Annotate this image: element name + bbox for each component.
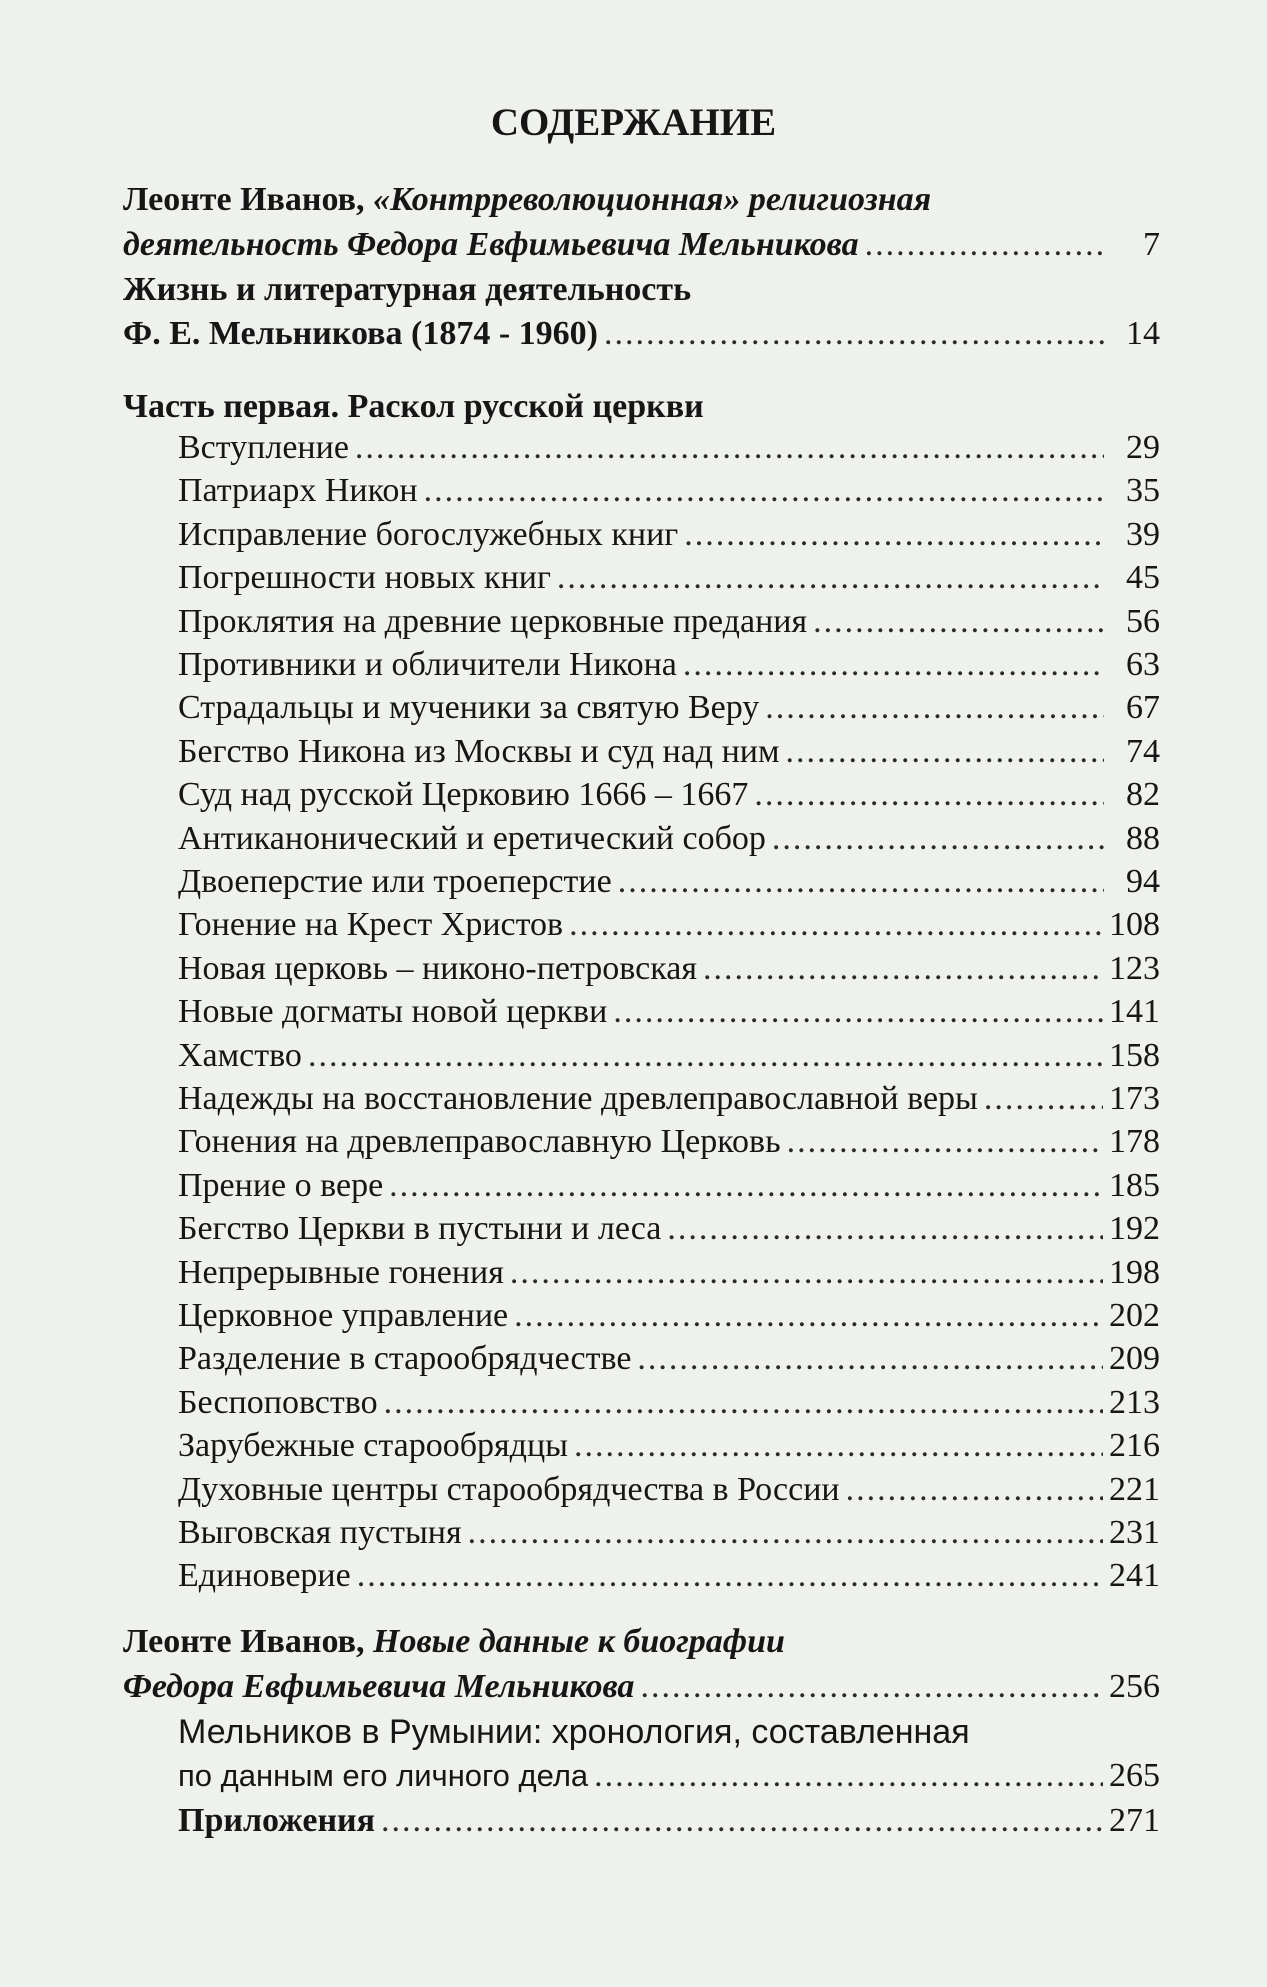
page-number: 221 — [1109, 1471, 1160, 1508]
page-number: 213 — [1109, 1384, 1160, 1421]
toc-entry[interactable] — [178, 905, 1160, 945]
page-number: 45 — [1126, 559, 1160, 596]
dot-leader — [510, 1253, 1103, 1293]
dot-leader — [594, 1756, 1103, 1796]
dot-leader — [846, 1470, 1103, 1510]
toc-entry[interactable] — [178, 862, 1160, 902]
page-title: СОДЕРЖАНИЕ — [490, 101, 777, 144]
toc-entry[interactable] — [178, 1209, 1160, 1249]
toc-entry-appendix[interactable] — [178, 1801, 1160, 1841]
toc-entry[interactable] — [178, 732, 1160, 772]
page-number: 123 — [1109, 950, 1160, 987]
dot-leader — [604, 314, 1104, 354]
page-number: 265 — [1109, 1757, 1160, 1794]
toc-entry[interactable] — [178, 1253, 1160, 1293]
toc-entry-label: Гонение на Крест Христов — [178, 906, 564, 943]
toc-entry-label: Бегство Никона из Москвы и суд над ним — [178, 733, 780, 770]
toc-entry-label: Церковное управление — [178, 1297, 509, 1334]
dot-leader — [613, 992, 1103, 1032]
toc-entry-chronology[interactable] — [178, 1756, 1160, 1796]
page-number: 271 — [1109, 1802, 1160, 1839]
page-number: 198 — [1109, 1254, 1160, 1291]
page-number: 88 — [1126, 820, 1160, 857]
page-number: 216 — [1109, 1427, 1160, 1464]
toc-entry-label: Страдальцы и мученики за святую Веру — [178, 689, 760, 726]
dot-leader — [984, 1079, 1103, 1119]
page-number: 63 — [1126, 646, 1160, 683]
toc-entry-label: Непрерывные гонения — [178, 1254, 504, 1291]
toc-entry-label: Прение о вере — [178, 1167, 384, 1204]
toc-entry[interactable] — [178, 558, 1160, 598]
page-number: 241 — [1109, 1557, 1160, 1594]
page-number: 67 — [1126, 689, 1160, 726]
page-number: 14 — [1126, 315, 1160, 352]
toc-entry[interactable] — [178, 775, 1160, 815]
page-number: 94 — [1126, 863, 1160, 900]
toc-entry-intro[interactable] — [123, 225, 1160, 265]
toc-entry-label: Патриарх Никон — [178, 472, 418, 509]
intro-line-1 — [123, 180, 931, 220]
toc-entry[interactable] — [178, 428, 1160, 468]
toc-entry-label: Выговская пустыня — [178, 1514, 462, 1551]
life-line-2: Ф. Е. Мельникова (1874 - 1960) — [123, 315, 598, 352]
dot-leader — [384, 1383, 1103, 1423]
page-number: 108 — [1109, 906, 1160, 943]
toc-entry[interactable] — [178, 1426, 1160, 1466]
page-number: 56 — [1126, 603, 1160, 640]
page-number: 74 — [1126, 733, 1160, 770]
bio-author: Леонте Иванов, — [123, 1623, 365, 1660]
dot-leader — [786, 732, 1104, 772]
dot-leader — [813, 602, 1104, 642]
toc-entry[interactable] — [178, 1339, 1160, 1379]
life-line-1: Жизнь и литературная деятельность — [123, 271, 692, 308]
toc-entry-label: Надежды на восстановление древлеправославной веры — [178, 1080, 978, 1117]
dot-leader — [640, 1667, 1103, 1707]
dot-leader — [424, 471, 1104, 511]
toc-entry-label: Духовные центры старообрядчества в России — [178, 1471, 840, 1508]
toc-entry[interactable] — [178, 819, 1160, 859]
page-number: 178 — [1109, 1123, 1160, 1160]
page-number: 256 — [1109, 1668, 1160, 1705]
toc-entry[interactable] — [178, 1296, 1160, 1336]
toc-entry-label: Беспоповство — [178, 1384, 378, 1421]
dot-leader — [468, 1513, 1103, 1553]
dot-leader — [381, 1801, 1103, 1841]
bio-line-1 — [123, 1622, 785, 1662]
toc-entry-label: Зарубежные старообрядцы — [178, 1427, 569, 1464]
toc-entry-label: Погрешности новых книг — [178, 559, 551, 596]
page-number: 231 — [1109, 1514, 1160, 1551]
dot-leader — [865, 225, 1104, 265]
dot-leader — [569, 905, 1103, 945]
page-number: 141 — [1109, 993, 1160, 1030]
dot-leader — [355, 428, 1104, 468]
appendix-label: Приложения — [178, 1802, 376, 1839]
dot-leader — [772, 819, 1104, 859]
intro-title-line-2: деятельность Федора Евфимьевича Мельникова — [123, 226, 859, 263]
toc-entry-life[interactable] — [123, 314, 1160, 354]
toc-entry[interactable] — [178, 1513, 1160, 1553]
page-number: 7 — [1143, 226, 1160, 263]
intro-title-line-1: «Контрреволюционная» религиозная — [373, 181, 932, 218]
page-number: 158 — [1109, 1037, 1160, 1074]
page-number: 35 — [1126, 472, 1160, 509]
page-number: 202 — [1109, 1297, 1160, 1334]
toc-entry-label: Единоверие — [178, 1557, 351, 1594]
chronology-line-1: Мельников в Румынии: хронология, составленная — [178, 1713, 970, 1751]
toc-entry-label: Новая церковь – никоно-петровская — [178, 950, 697, 987]
toc-entry[interactable] — [178, 1036, 1160, 1076]
dot-leader — [754, 775, 1104, 815]
toc-entry-label: Вступление — [178, 429, 349, 466]
toc-entry[interactable] — [178, 471, 1160, 511]
dot-leader — [308, 1036, 1103, 1076]
dot-leader — [389, 1166, 1103, 1206]
toc-entry[interactable] — [178, 1470, 1160, 1510]
dot-leader — [667, 1209, 1103, 1249]
toc-entry[interactable] — [178, 1166, 1160, 1206]
toc-entry-label: Противники и обличители Никона — [178, 646, 677, 683]
dot-leader — [357, 1556, 1103, 1596]
toc-entry-label: Двоеперстие или троеперстие — [178, 863, 612, 900]
toc-entry[interactable] — [178, 515, 1160, 555]
dot-leader — [765, 688, 1104, 728]
toc-entry[interactable] — [178, 645, 1160, 685]
toc-entry-label: Бегство Церкви в пустыни и леса — [178, 1210, 662, 1247]
page-number: 173 — [1109, 1080, 1160, 1117]
dot-leader — [787, 1122, 1103, 1162]
dot-leader — [703, 949, 1103, 989]
page-number: 209 — [1109, 1340, 1160, 1377]
page-number: 29 — [1126, 429, 1160, 466]
toc-entry-label: Суд над русской Церковию 1666 – 1667 — [178, 776, 749, 813]
toc-entry[interactable] — [178, 688, 1160, 728]
toc-entry[interactable] — [178, 1079, 1160, 1119]
bio-title-line-1: Новые данные к биографии — [373, 1623, 785, 1660]
page-number: 192 — [1109, 1210, 1160, 1247]
toc-entry-label: Исправление богослужебных книг — [178, 516, 679, 553]
intro-author: Леонте Иванов, — [123, 181, 365, 218]
toc-entry[interactable] — [178, 602, 1160, 642]
toc-entry-label: Хамство — [178, 1037, 302, 1074]
toc-entry-label: Антиканонический и еретический собор — [178, 820, 766, 857]
dot-leader — [574, 1426, 1103, 1466]
toc-entry-label: Гонения на древлеправославную Церковь — [178, 1123, 781, 1160]
page-number: 39 — [1126, 516, 1160, 553]
dot-leader — [683, 645, 1104, 685]
dot-leader — [618, 862, 1104, 902]
toc-entry-bio[interactable] — [123, 1667, 1160, 1707]
toc-entry[interactable] — [178, 1122, 1160, 1162]
page-number: 185 — [1109, 1167, 1160, 1204]
dot-leader — [557, 558, 1104, 598]
dot-leader — [514, 1296, 1103, 1336]
toc-entry[interactable] — [178, 992, 1160, 1032]
toc-entry-label: Проклятия на древние церковные предания — [178, 603, 808, 640]
dot-leader — [684, 515, 1104, 555]
toc-entry-label: Разделение в старообрядчестве — [178, 1340, 632, 1377]
bio-title-line-2: Федора Евфимьевича Мельникова — [123, 1668, 635, 1705]
part-one-title: Часть первая. Раскол русской церкви — [123, 388, 704, 425]
toc-entry[interactable] — [178, 949, 1160, 989]
toc-entry[interactable] — [178, 1383, 1160, 1423]
toc-entry[interactable] — [178, 1556, 1160, 1596]
page-number: 82 — [1126, 776, 1160, 813]
toc-entry-label: Новые догматы новой церкви — [178, 993, 608, 1030]
chronology-line-2: по данным его личного дела — [178, 1758, 589, 1793]
dot-leader — [637, 1339, 1103, 1379]
